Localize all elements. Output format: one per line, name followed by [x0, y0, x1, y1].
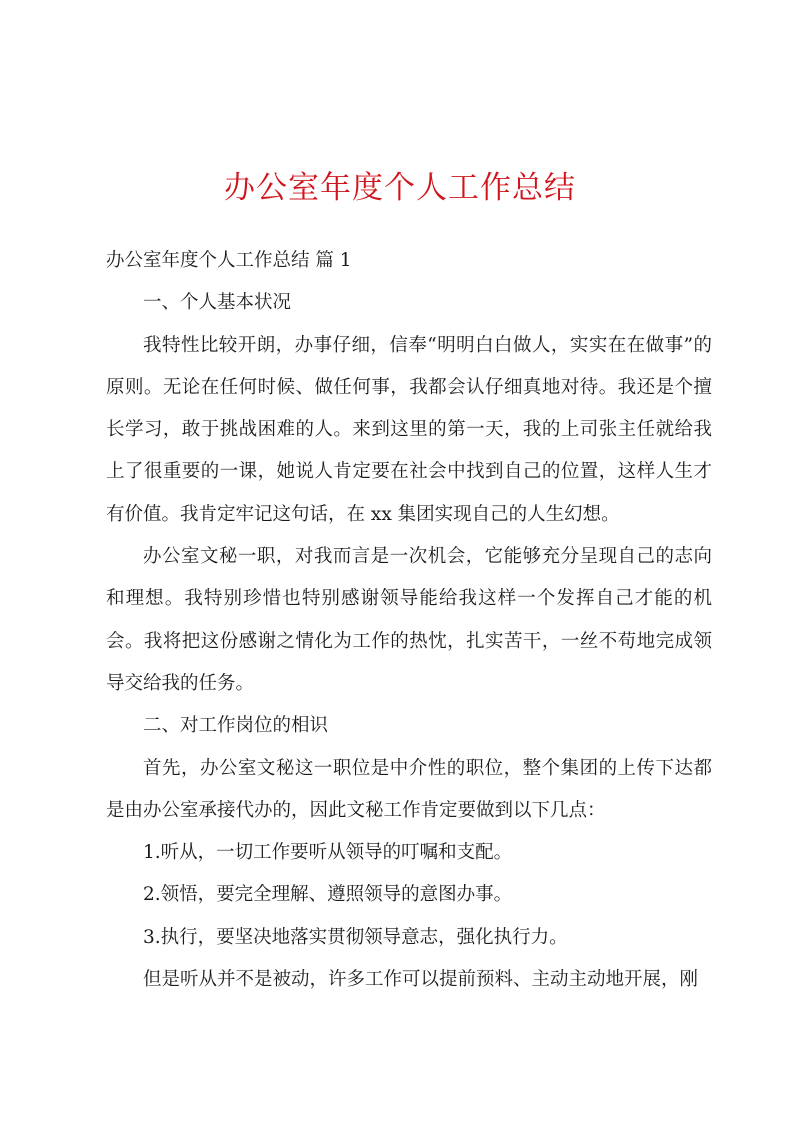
- paragraph-1: 我特性比较开朗，办事仔细，信奉“明明白白做人，实实在在做事”的原则。无论在任何时候、做任何事，我都会认仔细真地对待。我还是个擅长学习，敢于挑战困难的人。来到这里的第一天，我的上司张主任就给我上了很重要的一课，她说人肯定要在社会中找到自己的位置，这样人生才有价值。我肯定牢记这句话，在 xx 集团实现自己的人生幻想。: [106, 334, 712, 525]
- section-heading-1: 一、个人基本状况: [143, 292, 292, 314]
- list-item-1: 1.听从，一切工作要听从领导的叮嘱和支配。: [143, 842, 513, 864]
- paragraph-4: 但是听从并不是被动，许多工作可以提前预料、主动主动地开展，刚: [143, 969, 699, 991]
- subtitle: 办公室年度个人工作总结 篇 1: [106, 250, 352, 271]
- list-item-3: 3.执行，要坚决地落实贯彻领导意志，强化执行力。: [143, 926, 568, 948]
- paragraph-3: 首先，办公室文秘这一职位是中介性的职位，整个集团的上传下达都是由办公室承接代办的，因此文秘工作肯定要做到以下几点：: [106, 757, 712, 821]
- list-item-2: 2.领悟，要完全理解、遵照领导的意图办事。: [143, 884, 513, 906]
- document-title: 办公室年度个人工作总结: [224, 170, 576, 206]
- document-body: [106, 240, 712, 1001]
- paragraph-2: 办公室文秘一职，对我而言是一次机会，它能够充分呈现自己的志向和理想。我特别珍惜也特别感谢领导能给我这样一个发挥自己才能的机会。我将把这份感谢之情化为工作的热忱，扎实苦干，一丝不苟地完成领导交给我的任务。: [106, 546, 712, 694]
- section-heading-2: 二、对工作岗位的相识: [143, 715, 329, 737]
